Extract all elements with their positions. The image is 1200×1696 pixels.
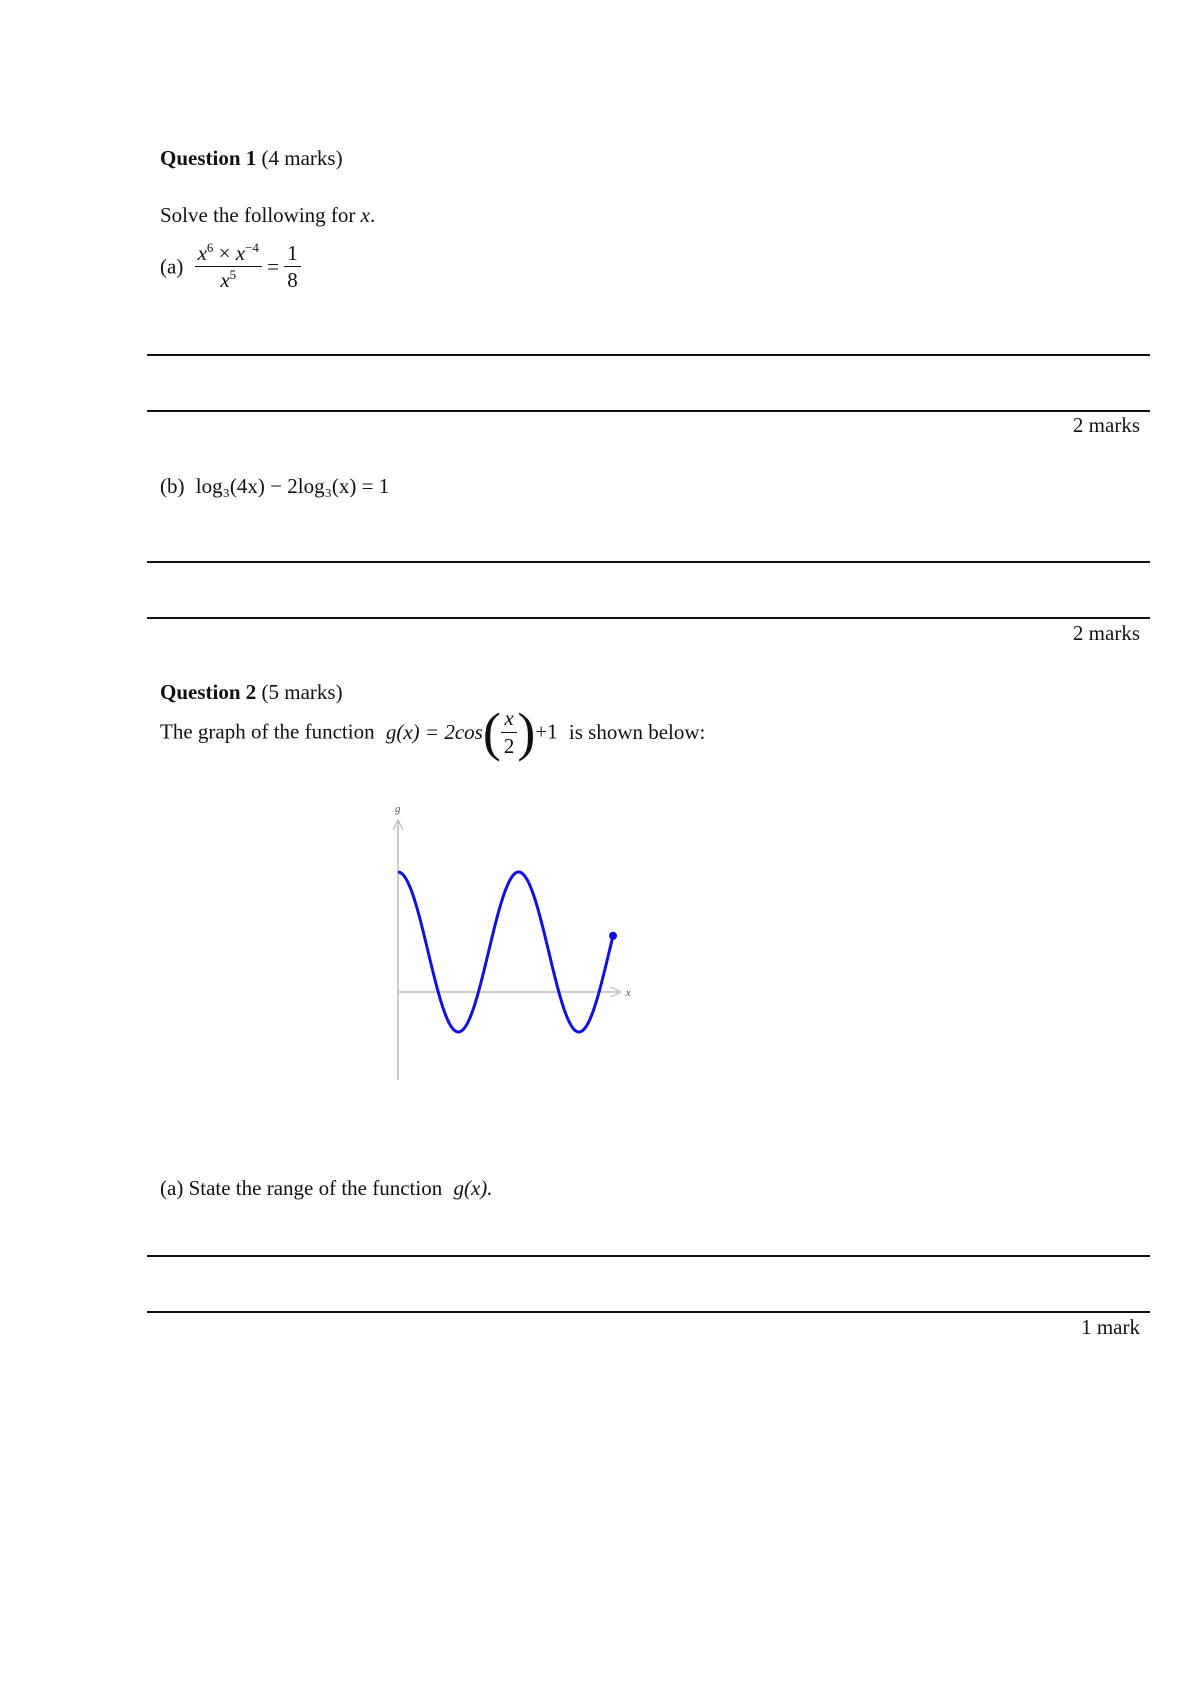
q1a-label: (a): [160, 254, 184, 279]
q2-function-lhs: g(x) = 2cos: [385, 719, 483, 744]
q1-intro-text: Solve the following for: [160, 203, 356, 227]
q2a-question: [160, 1176, 493, 1201]
q2a-answer-line-1[interactable]: [147, 1255, 1150, 1257]
curve-endpoint: [609, 932, 617, 940]
q2-intro-text: The graph of the function: [160, 719, 375, 744]
q2-title: Question 2: [160, 680, 257, 704]
q1b-answer-line-2[interactable]: [147, 617, 1150, 619]
q2a-text: State the range of the function: [188, 1176, 443, 1200]
cosine-graph: [380, 790, 820, 1090]
x-axis-label: x: [625, 987, 631, 999]
q1-heading: [160, 146, 343, 171]
q1a-lhs-fraction: $\frac{x^6 \times x^{-4}}{x^5}$: [195, 240, 262, 294]
q2-intro: The graph of the function g(x) = 2cos( $\frac{x}{2}$ )+1 is shown below:: [160, 702, 706, 762]
q2-heading: [160, 680, 343, 705]
q1b-answer-line-1[interactable]: [147, 561, 1150, 563]
q2-intro-post: is shown below:: [568, 719, 706, 744]
q1b-expression: log₃(4x) − 2log₃(x) = 1: [195, 474, 390, 498]
q1b-marks: 2 marks: [1072, 621, 1140, 645]
q2a-answer-line-2[interactable]: [147, 1311, 1150, 1313]
q2-function-fraction: $\frac{x}{2}$: [501, 705, 518, 759]
q1a-equation: (a) $\frac{x^6 \times x^{-4}}{x^5}$ = $\frac{1}{8}$: [160, 240, 301, 294]
q1b-label: (b): [160, 474, 185, 498]
q2-marks: (5 marks): [261, 680, 343, 704]
q2-function-rhs: +1: [535, 719, 558, 744]
g-curve: [398, 872, 613, 1032]
q1-intro: Solve the following for x.: [160, 203, 376, 227]
q2a-marks: 1 mark: [1081, 1315, 1140, 1339]
q2a-function: g(x).: [453, 1176, 493, 1200]
q1a-marks: 2 marks: [1072, 413, 1140, 437]
y-axis-label: g: [395, 803, 401, 815]
q1a-rhs-fraction: $\frac{1}{8}$: [284, 240, 301, 294]
q1-intro-var: x: [360, 203, 370, 227]
q1-title: Question 1: [160, 146, 257, 170]
q2a-label: (a): [160, 1176, 184, 1200]
q1a-answer-line-2[interactable]: [147, 410, 1150, 412]
q1a-answer-line-1[interactable]: [147, 354, 1150, 356]
q1-marks: (4 marks): [261, 146, 343, 170]
q1b-equation: [160, 474, 389, 499]
